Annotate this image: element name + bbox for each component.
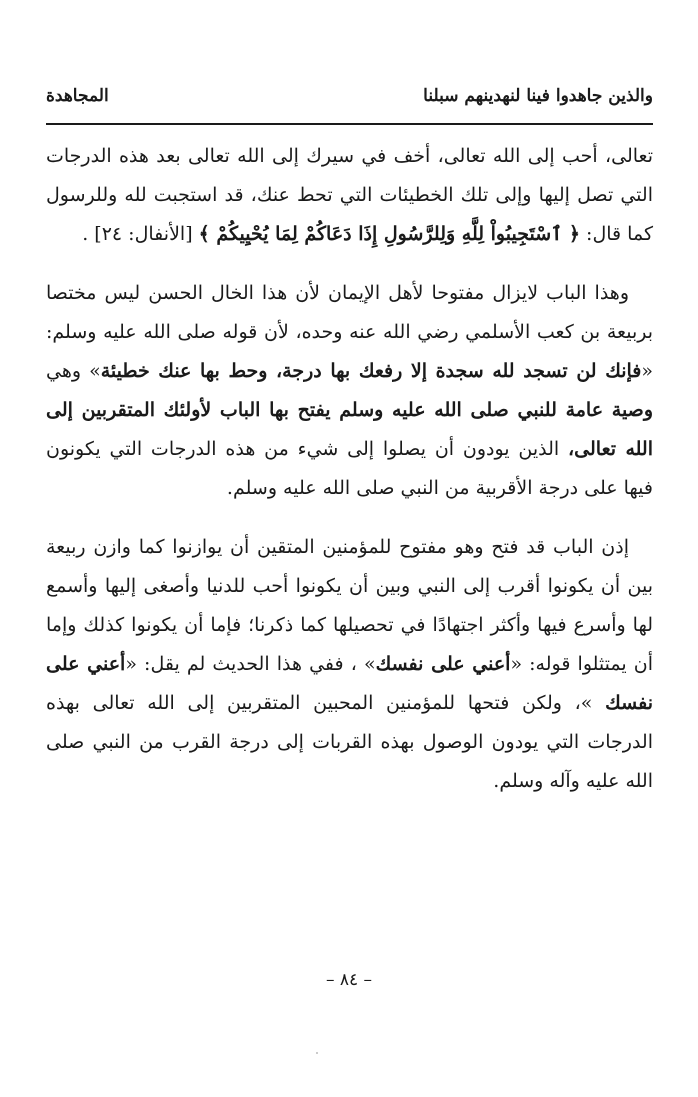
text-run: » وهي — [46, 360, 101, 382]
text-run: إذن الباب قد فتح وهو مفتوح للمؤمنين المتقين أن يوازنوا كما وازن ربيعة بين أن يكونوا أقرب إلى النبي وبين أن يكونوا أحب للدنيا وأصغى إليها وأسمع لها وأسرع فيها وأكثر اجتهادًا في تحصيلها كما ذكرنا؛ فإما أن يكونوا كذلك وإما أن يمتثلوا قوله: « — [46, 536, 653, 675]
paragraph-3 — [46, 528, 653, 801]
paragraph-2 — [46, 274, 653, 508]
text-run: »، ولكن فتحها للمؤمنين المحبين المتقربين إلى الله تعالى بهذه الدرجات التي يودون الوصول بهذه القربات إلى درجة القرب من النبي صلى الله عليه وآله وسلم. — [46, 692, 653, 792]
scan-speck — [316, 1052, 318, 1054]
page-body — [46, 137, 653, 821]
text-run: » ، ففي هذا الحديث لم يقل: « — [125, 653, 376, 675]
paragraph-1 — [46, 137, 653, 254]
hadith-quote: أعني على نفسك — [46, 653, 653, 714]
page-footer — [0, 970, 698, 990]
text-run: وهذا الباب لايزال مفتوحا لأهل الإيمان لأن هذا الخال الحسن ليس مختصا بربيعة بن كعب الأسلمي رضي الله عنه وحده، لأن قوله صلى الله عليه وسلم: « — [46, 282, 653, 382]
running-header-title: والذين جاهدوا فينا لنهدينهم سبلنا — [423, 86, 653, 106]
page-number: – ٨٤ – — [325, 970, 373, 990]
running-header-section: المجاهدة — [46, 86, 109, 106]
quran-verse: ﴿ ٱسْتَجِيبُواْ لِلَّهِ وَلِلرَّسُولِ إِذَا دَعَاكُمْ لِمَا يُحْيِيكُمْ ﴾ — [198, 223, 581, 245]
running-header — [46, 86, 653, 120]
hadith-quote: فإنك لن تسجد لله سجدة إلا رفعك بها درجة، وحط بها عنك خطيئة — [100, 360, 642, 382]
header-divider — [46, 123, 653, 125]
hadith-quote: أعني على نفسك — [375, 653, 511, 675]
text-run: تعالى، أحب إلى الله تعالى، أخف في سيرك إلى الله تعالى بعد هذه الدرجات التي تصل إليها وإلى تلك الخطيئات التي تحط عنك، قد استجبت لله وللرسول كما قال: — [46, 145, 653, 245]
emphasis-text: وصية عامة للنبي صلى الله عليه وسلم يفتح بها الباب لأولئك المتقربين إلى الله تعالى، — [46, 399, 653, 460]
text-run: الذين يودون أن يصلوا إلى شيء من هذه الدرجات التي يكونون فيها على درجة الأقربية من النبي صلى الله عليه وسلم. — [46, 438, 653, 499]
text-run: [الأنفال: ٢٤] . — [82, 223, 199, 245]
